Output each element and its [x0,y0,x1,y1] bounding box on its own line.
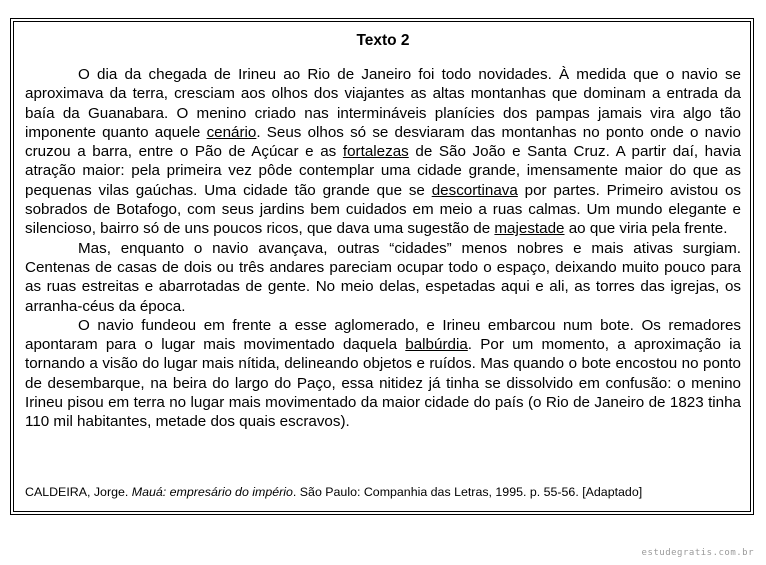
citation-author: CALDEIRA, Jorge. [25,485,129,499]
text-segment: . Por um momento, a aproximação ia tornando a visão do lugar mais nítida, delineando objetos e ruídos. Mas quando o bote encostou no ponto de desembarque, na beira do largo do Paço, essa nitidez já tinha se dissolvido em confusão: o menino Irineu pisou em terra no lugar mais movimentado da maior cidade do país (o Rio de Janeiro de 1823 tinha 110 mil habitantes, metade dos quais escravos). [25,336,741,431]
paragraph [25,316,741,432]
site-watermark: estudegratis.com.br [641,548,754,558]
citation-rest: . São Paulo: Companhia das Letras, 1995. p. 55-56. [Adaptado] [292,485,643,499]
text-segment: O navio fundeou em frente a esse aglomerado, e Irineu embarcou num bote. Os remadores apontaram para o lugar mais movimentado daquela [25,316,741,354]
text-segment: ao que viria pela frente. [564,220,728,238]
text-segment: O dia da chegada de Irineu ao Rio de Janeiro foi todo novidades. À medida que o navio se aproximava da terra, cresciam aos olhos dos viajantes as altas montanhas que dominam a entrada da baía da Guanabara. O menino criado nas intermináveis planícies dos pampas jamais vira algo tão imponente quanto aquele [25,66,741,141]
text-segment: Mas, enquanto o navio avançava, outras “cidades” menos nobres e mais ativas surgiam. Centenas de casas de dois ou três andares pareciam ocupar todo o espaço, deixando muito pouco para as ruas estreitas e abarrotadas de gente. No meio delas, espetadas aqui e ali, as torres das igrejas, os arranha-céus da época. [25,239,741,315]
text-segment: de São João e Santa Cruz. A partir daí, havia atração maior: pela primeira vez pôde contemplar uma cidade grande, imensamente maior do que as pequenas vilas gaúchas. Uma cidade tão grande que se [25,143,741,199]
paragraph [25,65,741,239]
text-body [25,65,741,432]
underlined-word: cenário [206,123,257,141]
text-segment: por partes. Primeiro avistou os sobrados de Botafogo, com seus jardins bem cuidados em meio a ruas calmas. Um mundo elegante e silencioso, bairro só de uns poucos ricos, que dava uma sugestão de [25,181,741,238]
bibliographic-citation [25,484,741,500]
underlined-word: fortalezas [342,143,409,161]
underlined-word: majestade [494,220,565,238]
text-segment: . Seus olhos só se desviaram das montanhas no ponto onde o navio cruzou a barra, entre o Pão de Açúcar e as [25,123,741,161]
paragraph [25,239,741,316]
citation-work: Mauá: empresário do império [131,485,293,499]
underlined-word: descortinava [431,181,518,199]
underlined-word: balbúrdia [405,336,468,354]
text-title: Texto 2 [356,32,410,49]
